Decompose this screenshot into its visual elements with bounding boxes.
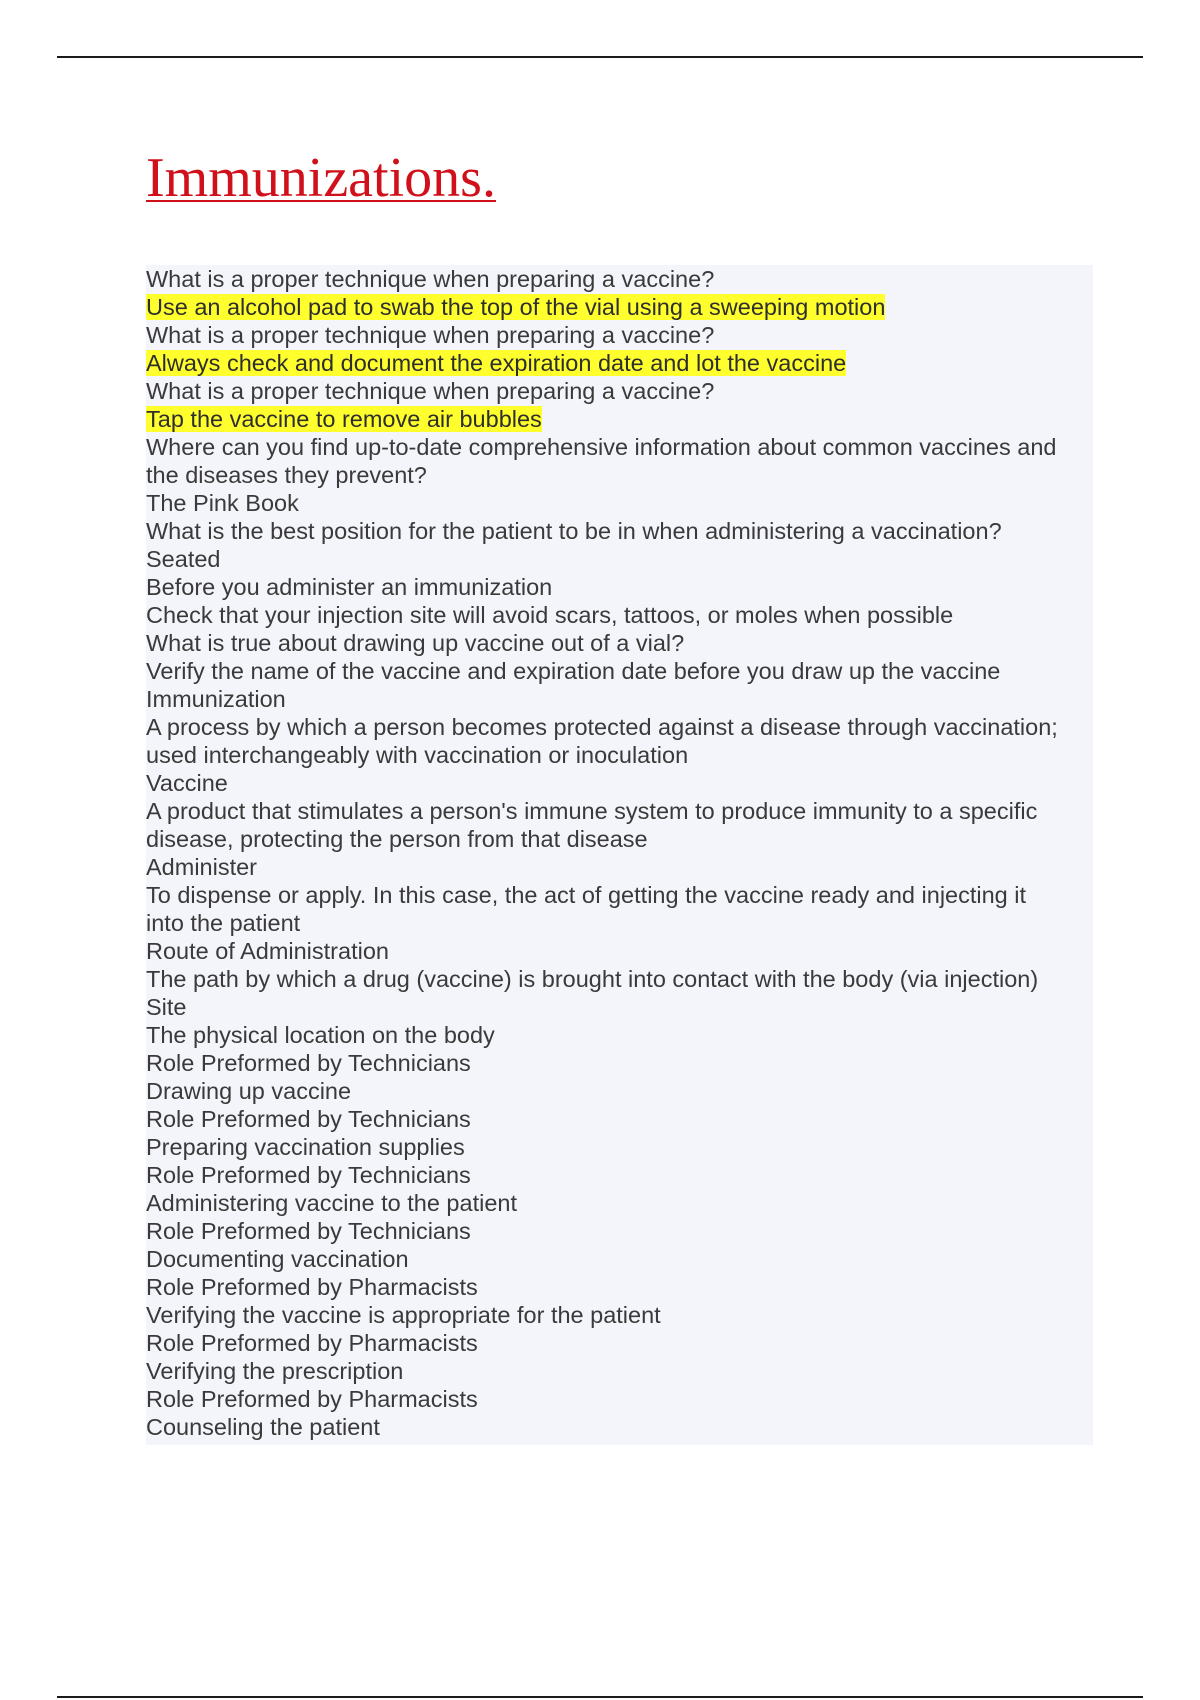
text-line: [146, 1161, 1093, 1189]
line-text: Role Preformed by Technicians: [146, 1218, 471, 1244]
text-line: [146, 825, 1093, 853]
line-text: Administering vaccine to the patient: [146, 1190, 517, 1216]
line-text: Vaccine: [146, 770, 228, 796]
text-line: [146, 265, 1093, 293]
line-text: What is the best position for the patient to be in when administering a vaccination?: [146, 518, 1002, 544]
line-text: Drawing up vaccine: [146, 1078, 352, 1104]
line-text: Check that your injection site will avoid scars, tattoos, or moles when possible: [146, 602, 954, 628]
text-line: [146, 489, 1093, 517]
text-line: [146, 1217, 1093, 1245]
line-text: Role Preformed by Pharmacists: [146, 1330, 478, 1356]
line-text: Before you administer an immunization: [146, 574, 553, 600]
text-line: [146, 1245, 1093, 1273]
text-line: [146, 433, 1093, 461]
line-text: The Pink Book: [146, 490, 299, 516]
text-line: [146, 1329, 1093, 1357]
flashcard-text-block: [146, 265, 1093, 1445]
line-text: To dispense or apply. In this case, the act of getting the vaccine ready and injecting it: [146, 882, 1027, 908]
line-text: disease, protecting the person from that disease: [146, 826, 648, 852]
line-text: Route of Administration: [146, 938, 389, 964]
highlighted-answer: Always check and document the expiration date and lot the vaccine: [146, 350, 847, 376]
text-line: [146, 1189, 1093, 1217]
text-line: [146, 545, 1093, 573]
line-text: What is a proper technique when preparing a vaccine?: [146, 378, 715, 404]
line-text: What is a proper technique when preparing a vaccine?: [146, 266, 715, 292]
line-text: A process by which a person becomes protected against a disease through vaccination;: [146, 714, 1058, 740]
line-text: A product that stimulates a person's immune system to produce immunity to a specific: [146, 798, 1038, 824]
text-line: [146, 937, 1093, 965]
text-line: [146, 321, 1093, 349]
text-line: [146, 909, 1093, 937]
line-text: Immunization: [146, 686, 286, 712]
text-line: [146, 657, 1093, 685]
text-line: [146, 769, 1093, 797]
text-line: [146, 1385, 1093, 1413]
line-text: The path by which a drug (vaccine) is brought into contact with the body (via injection): [146, 966, 1039, 992]
text-line: [146, 461, 1093, 489]
line-text: The physical location on the body: [146, 1022, 495, 1048]
text-line: [146, 1301, 1093, 1329]
text-line: [146, 965, 1093, 993]
line-text: What is a proper technique when preparing a vaccine?: [146, 322, 715, 348]
line-text: Verifying the vaccine is appropriate for the patient: [146, 1302, 661, 1328]
text-line: [146, 853, 1093, 881]
text-line: [146, 1021, 1093, 1049]
text-line: [146, 293, 1093, 321]
line-text: Site: [146, 994, 187, 1020]
text-line: [146, 1049, 1093, 1077]
top-rule: [57, 56, 1143, 58]
text-line: [146, 377, 1093, 405]
highlighted-answer: Tap the vaccine to remove air bubbles: [146, 406, 542, 432]
line-text: Seated: [146, 546, 221, 572]
highlighted-answer: Use an alcohol pad to swab the top of the vial using a sweeping motion: [146, 294, 886, 320]
line-text: Role Preformed by Technicians: [146, 1106, 471, 1132]
text-line: [146, 1077, 1093, 1105]
text-line: [146, 1413, 1093, 1441]
line-text: Where can you find up-to-date comprehensive information about common vaccines and: [146, 434, 1057, 460]
text-line: [146, 741, 1093, 769]
text-line: [146, 1133, 1093, 1161]
text-line: [146, 993, 1093, 1021]
text-line: [146, 573, 1093, 601]
line-text: Verify the name of the vaccine and expiration date before you draw up the vaccine: [146, 658, 1001, 684]
line-text: Verifying the prescription: [146, 1358, 404, 1384]
text-line: [146, 1273, 1093, 1301]
line-text: the diseases they prevent?: [146, 462, 427, 488]
text-line: [146, 797, 1093, 825]
line-text: Role Preformed by Pharmacists: [146, 1386, 478, 1412]
line-text: Role Preformed by Technicians: [146, 1162, 471, 1188]
line-text: Documenting vaccination: [146, 1246, 409, 1272]
text-line: [146, 1105, 1093, 1133]
line-text: used interchangeably with vaccination or inoculation: [146, 742, 689, 768]
text-line: [146, 881, 1093, 909]
line-text: Administer: [146, 854, 258, 880]
line-text: Role Preformed by Pharmacists: [146, 1274, 478, 1300]
text-line: [146, 713, 1093, 741]
text-line: [146, 517, 1093, 545]
text-line: [146, 629, 1093, 657]
line-text: into the patient: [146, 910, 301, 936]
line-text: Preparing vaccination supplies: [146, 1134, 465, 1160]
line-text: Counseling the patient: [146, 1414, 380, 1440]
page-title: Immunizations.: [146, 147, 496, 209]
text-line: [146, 601, 1093, 629]
text-line: [146, 685, 1093, 713]
line-text: What is true about drawing up vaccine out of a vial?: [146, 630, 685, 656]
text-line: [146, 405, 1093, 433]
line-text: Role Preformed by Technicians: [146, 1050, 471, 1076]
text-line: [146, 349, 1093, 377]
bottom-rule: [57, 1696, 1143, 1698]
text-line: [146, 1357, 1093, 1385]
